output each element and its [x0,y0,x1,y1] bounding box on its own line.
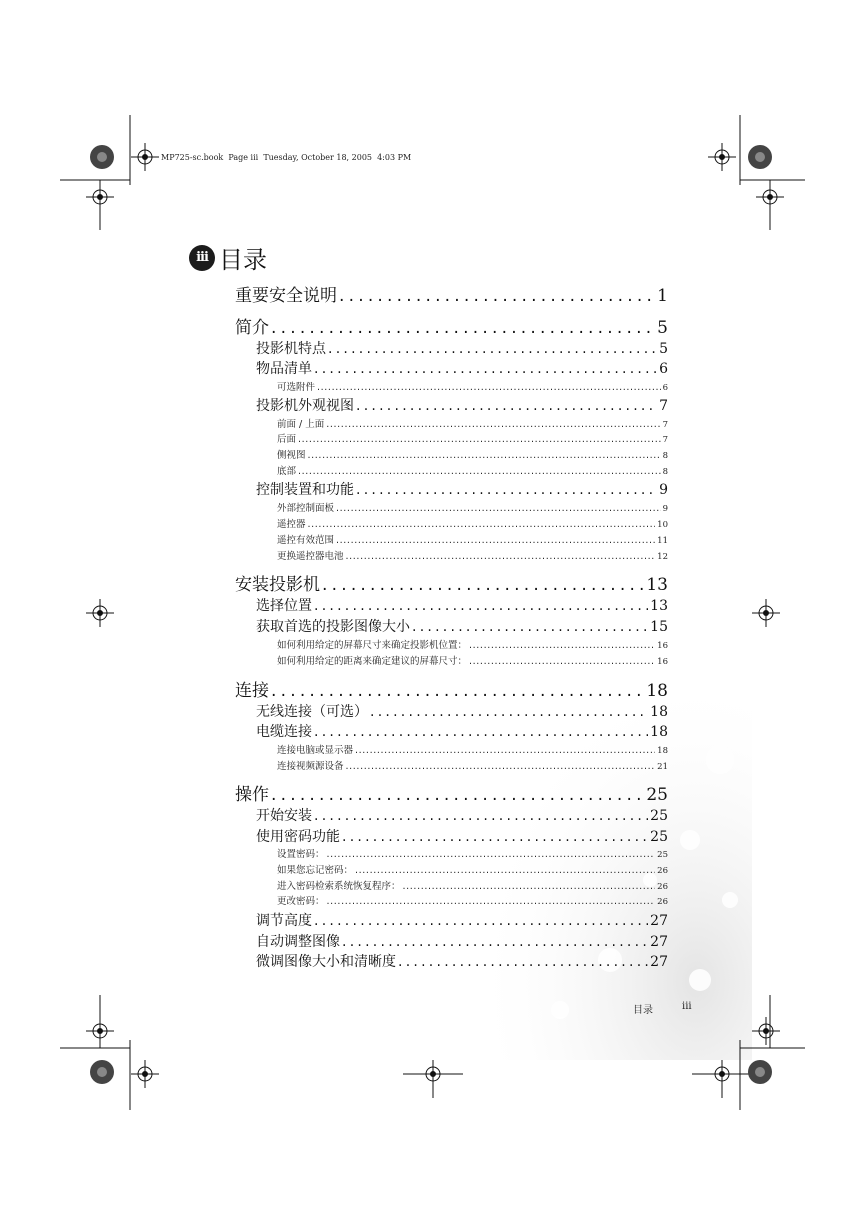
dot-leader [336,503,661,514]
dot-leader [314,598,648,614]
dot-leader [328,341,657,357]
dot-leader [398,954,648,970]
toc-entry[interactable] [256,479,668,499]
toc-page: 25 [657,850,668,860]
toc-entry[interactable] [256,701,668,721]
toc-entry[interactable] [256,826,668,846]
toc-label: 获取首选的投影图像大小 [256,619,410,635]
dot-leader [314,724,648,740]
toc-page: 12 [657,552,668,562]
dot-leader [314,913,648,929]
toc-label: 投影机特点 [256,341,326,357]
toc-label: 外部控制面板 [277,503,335,514]
toc-entry[interactable] [256,951,668,971]
toc-entry[interactable] [256,805,668,825]
toc-page: 27 [650,913,668,929]
toc-label: 如何利用给定的屏幕尺寸来确定投影机位置： [277,640,468,651]
toc-page: 1 [657,286,668,306]
dot-leader [317,382,661,393]
dot-leader [342,829,648,845]
dot-leader [308,450,661,461]
toc-label: 开始安装 [256,808,312,824]
toc-page: 21 [657,762,668,772]
print-header: MP725-sc.book Page iii Tuesday, October 18, 2005 4:03 PM [161,153,412,162]
toc-label: 如何利用给定的距离来确定建议的屏幕尺寸： [277,656,468,667]
toc-entry[interactable] [256,721,668,741]
toc-page: 27 [650,954,668,970]
toc-entry[interactable] [277,742,668,757]
toc-entry[interactable] [277,846,668,861]
toc-entry[interactable] [277,447,668,462]
toc-page: 7 [659,398,668,414]
toc-page: 15 [650,619,668,635]
toc-label: 后面 [277,434,297,445]
toc-page: 26 [657,866,668,876]
toc-page: 9 [662,504,668,514]
toc-page: 25 [650,808,668,824]
dot-leader [339,286,655,306]
toc-entry[interactable] [256,358,668,378]
toc-label: 连接电脑或显示器 [277,745,354,756]
toc-page: 5 [657,318,668,338]
toc-page: 11 [657,536,668,546]
toc-label: 自动调整图像 [256,934,340,950]
toc-entry[interactable] [277,416,668,431]
dot-leader [298,434,661,445]
toc-label: 设置密码： [277,849,325,860]
toc-page: 9 [659,482,668,498]
toc-entry[interactable] [277,463,668,478]
dot-leader [356,482,657,498]
toc-label: 连接 [235,681,269,701]
toc-page: 7 [662,435,668,445]
toc-entry[interactable] [256,395,668,415]
toc-label: 控制装置和功能 [256,482,354,498]
toc-entry[interactable] [277,862,668,877]
toc-label: 简介 [235,318,269,338]
dot-leader [326,419,660,430]
footer-page-number: iii [682,1001,692,1012]
toc-label: 微调图像大小和清晰度 [256,954,396,970]
toc-page: 10 [657,520,668,530]
dot-leader [308,519,656,530]
toc-entry[interactable] [235,313,668,337]
toc-entry[interactable] [277,516,668,531]
dot-leader [342,934,648,950]
dot-leader [322,575,644,595]
page-number-badge: iii [189,245,215,271]
toc-label: 投影机外观视图 [256,398,354,414]
toc-entry[interactable] [277,637,668,652]
toc-entry[interactable] [277,548,668,563]
toc-entry[interactable] [277,878,668,893]
dot-leader [469,640,655,651]
toc-entry[interactable] [256,910,668,930]
dot-leader [469,656,655,667]
dot-leader [271,681,644,701]
toc-label: 更改密码： [277,896,325,907]
dot-leader [336,535,655,546]
toc-entry[interactable] [235,676,668,700]
toc-label: 无线连接（可选） [256,704,368,720]
dot-leader [271,318,655,338]
dot-leader [356,398,657,414]
toc-page: 5 [659,341,668,357]
dot-leader [327,849,656,860]
toc-page: 26 [657,897,668,907]
toc-page: 18 [646,681,668,701]
toc-label: 如果您忘记密码： [277,865,354,876]
toc-page: 18 [657,746,668,756]
toc-page: 6 [662,383,668,393]
toc-entry[interactable] [277,653,668,668]
dot-leader [403,881,656,892]
toc-entry[interactable] [235,570,668,594]
toc-page: 16 [657,641,668,651]
toc-label: 前面 / 上面 [277,419,325,430]
toc-page: 16 [657,657,668,667]
dot-leader [327,896,656,907]
toc-page: 8 [662,467,668,477]
toc-entry[interactable] [277,893,668,908]
page-title [189,240,267,275]
toc-entry[interactable] [277,758,668,773]
dot-leader [355,745,655,756]
toc-label: 电缆连接 [256,724,312,740]
dot-leader [355,865,655,876]
toc-label: 安装投影机 [235,575,320,595]
toc-page: 18 [650,704,668,720]
footer-section-label: 目录 [633,1005,653,1016]
toc-label: 连接视频源设备 [277,761,344,772]
dot-leader [314,361,657,377]
toc-page: 7 [662,420,668,430]
toc-label: 遥控器 [277,519,306,530]
toc-page: 8 [662,451,668,461]
toc-entry[interactable] [256,338,668,358]
toc-entry[interactable] [277,379,668,394]
toc-entry[interactable] [235,281,668,305]
toc-page: 25 [650,829,668,845]
toc-label: 侧视图 [277,450,306,461]
dot-leader [412,619,648,635]
toc-label: 可选附件 [277,382,316,393]
toc-label: 物品清单 [256,361,312,377]
toc-label: 进入密码检索系统恢复程序： [277,881,401,892]
toc-label: 底部 [277,466,297,477]
toc-page: 13 [650,598,668,614]
page-title-text: 目录 [219,246,267,274]
dot-leader [298,466,661,477]
toc-page: 18 [650,724,668,740]
dot-leader [370,704,648,720]
toc-entry[interactable] [235,780,668,804]
toc-entry[interactable] [277,500,668,515]
dot-leader [314,808,648,824]
toc-label: 选择位置 [256,598,312,614]
toc-page: 25 [646,785,668,805]
dot-leader [271,785,644,805]
toc-page: 26 [657,882,668,892]
toc-label: 重要安全说明 [235,286,337,306]
toc-page: 6 [659,361,668,377]
toc-label: 更换遥控器电池 [277,551,344,562]
toc-label: 操作 [235,785,269,805]
toc-entry[interactable] [256,616,668,636]
toc-entry[interactable] [256,595,668,615]
dot-leader [346,761,656,772]
toc-label: 调节高度 [256,913,312,929]
toc-label: 使用密码功能 [256,829,340,845]
dot-leader [346,551,656,562]
toc-page: 13 [646,575,668,595]
toc-entry[interactable] [277,431,668,446]
toc-page: 27 [650,934,668,950]
toc-entry[interactable] [277,532,668,547]
toc-entry[interactable] [256,931,668,951]
toc-label: 遥控有效范围 [277,535,335,546]
